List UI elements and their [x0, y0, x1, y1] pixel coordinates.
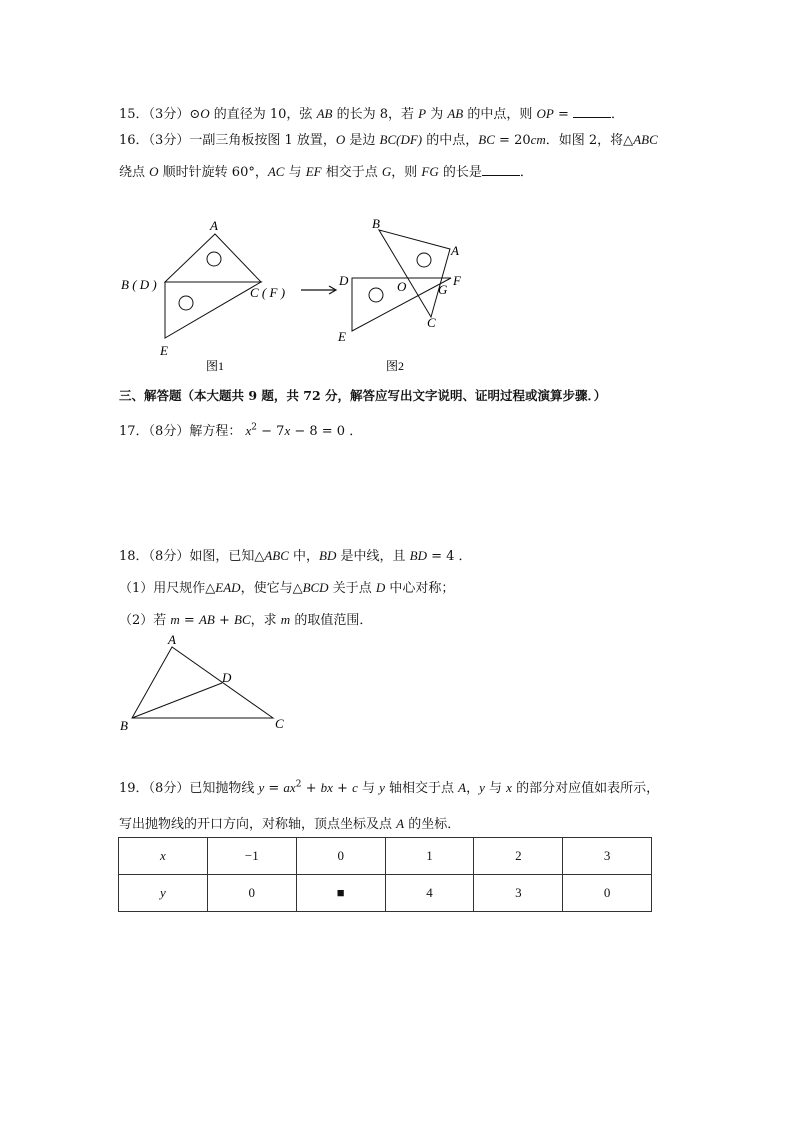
- fig1-caption: 图1: [206, 359, 225, 373]
- fig2-label-e: E: [338, 329, 346, 344]
- fig3-label-d: D: [222, 670, 232, 685]
- table-cell: 4: [385, 875, 474, 912]
- question-19: 19．（8分）已知抛物线 $y = ax^2$ + bx + c 与 y 轴相交于点 A，y 与 x 的部分对应值如表所示，: [119, 779, 660, 796]
- fig2-caption: 图2: [386, 359, 405, 373]
- fig2-label-b: B: [372, 216, 380, 231]
- fig1-circle-bottom: [179, 296, 193, 310]
- fig2-label-g: G: [438, 282, 448, 297]
- question-17: 17．（8分）解方程： $x^2 - 7x - 8 = 0$ ．: [119, 422, 363, 439]
- fig1-label-e: E: [160, 343, 168, 358]
- table-cell-hidden-value: ■: [296, 875, 385, 912]
- table-cell: 0: [563, 875, 652, 912]
- question-15: 15．（3分）⊙O 的直径为 10，弦 AB 的长为 8，若 P 为 AB 的中点，则 OP = ．: [119, 106, 625, 122]
- fig1-label-cf: C ( F ): [250, 285, 286, 300]
- fig2-triangle-abc-rotated: [379, 230, 450, 317]
- question-19-line-2: 写出抛物线的开口方向，对称轴，顶点坐标及点 A 的坐标．: [119, 816, 461, 832]
- fig1-label-a: A: [210, 218, 218, 233]
- table-header-x: x: [119, 838, 208, 875]
- fig2-label-d: D: [339, 273, 349, 288]
- fig1-triangle-abc: [165, 234, 261, 282]
- table-row-x: [119, 838, 652, 875]
- fig2-label-o: O: [397, 279, 407, 294]
- answer-blank-16[interactable]: [482, 163, 520, 176]
- question-18-part-2: （2）若 m = AB + BC，求 m 的取值范围．: [119, 612, 373, 628]
- fig2-label-f: F: [453, 273, 461, 288]
- section-3-heading: 三、解答题（本大题共 9 题，共 72 分，解答应写出文字说明、证明过程或演算步骤．）: [119, 388, 607, 403]
- table-cell: 0: [296, 838, 385, 875]
- table-row-y: [119, 875, 652, 912]
- question-18: 18．（8分）如图，已知△ABC 中，BD 是中线，且 BD = 4 ．: [119, 548, 472, 564]
- fig3-label-c: C: [275, 716, 284, 731]
- rotation-arrow: [301, 286, 336, 294]
- fig1-circle-top: [207, 252, 221, 266]
- figure-triangle-abc: [112, 630, 302, 740]
- table-cell: −1: [207, 838, 296, 875]
- median-bd: [132, 683, 222, 718]
- fig2-circle-bottom: [369, 288, 383, 302]
- fig2-label-c: C: [427, 315, 436, 330]
- table-header-y: y: [119, 875, 208, 912]
- table-cell: 2: [474, 838, 563, 875]
- figure-1-and-2: [110, 210, 490, 380]
- question-16-line-1: 16．（3分）一副三角板按图 1 放置，O 是边 BC(DF) 的中点，BC = 20cm．如图 2，将△ABC: [119, 132, 658, 148]
- triangle-abc: [132, 647, 273, 718]
- table-cell: 3: [563, 838, 652, 875]
- answer-blank-15[interactable]: [573, 105, 611, 118]
- question-16-line-2: 绕点 O 顺时针旋转 60°，AC 与 EF 相交于点 G，则 FG 的长是 ．: [119, 164, 533, 180]
- table-cell: 0: [207, 875, 296, 912]
- fig1-triangle-def: [165, 282, 261, 338]
- fig2-label-a: A: [451, 243, 459, 258]
- xy-value-table: [118, 837, 652, 912]
- fig3-label-b: B: [120, 718, 128, 733]
- table-cell: 1: [385, 838, 474, 875]
- table-cell: 3: [474, 875, 563, 912]
- fig3-label-a: A: [168, 632, 176, 647]
- fig2-circle-top: [417, 253, 431, 267]
- figure-1: [165, 234, 261, 338]
- fig1-label-bd: B ( D ): [121, 277, 157, 292]
- question-18-part-1: （1）用尺规作△EAD，使它与△BCD 关于点 D 中心对称；: [119, 580, 455, 596]
